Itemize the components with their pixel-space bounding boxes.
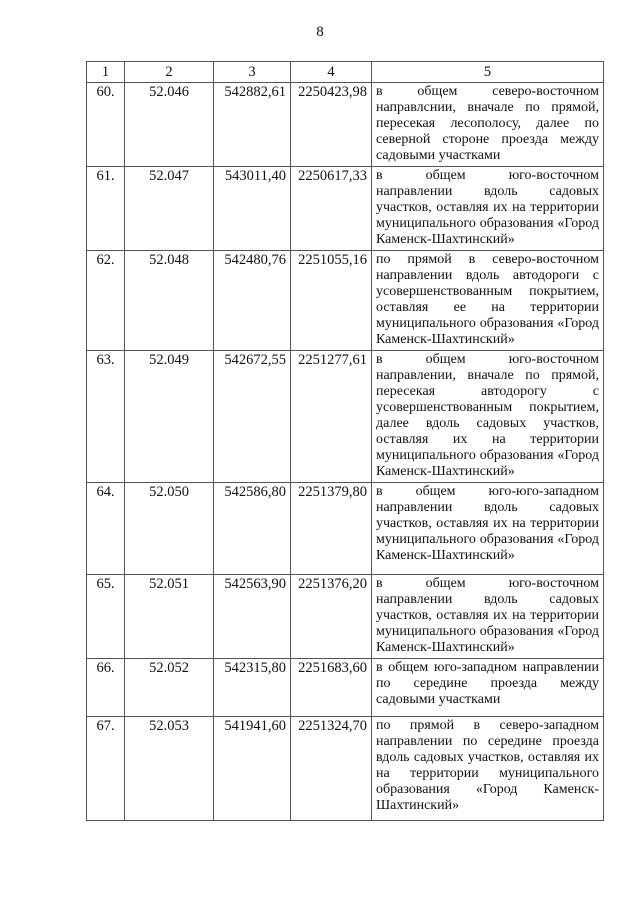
table-row	[87, 351, 604, 483]
row-number: 67.	[87, 717, 125, 821]
coordinate-x: 543011,40	[214, 167, 291, 251]
table-row	[87, 575, 604, 659]
boundary-description: в общем юго-западном направлении по середине проезда между садовыми участками	[372, 659, 604, 717]
column-header-x: 3	[214, 62, 291, 83]
row-number: 65.	[87, 575, 125, 659]
column-header-description: 5	[372, 62, 604, 83]
column-header-y: 4	[291, 62, 372, 83]
coordinate-y: 2251324,70	[291, 717, 372, 821]
coordinate-y: 2251277,61	[291, 351, 372, 483]
table-row	[87, 167, 604, 251]
coordinate-y: 2250617,33	[291, 167, 372, 251]
point-id: 52.053	[125, 717, 214, 821]
boundary-description: в общем юго-восточном направлении, вначале по прямой, пересекая автодорогу с усовершенствованным покрытием, далее вдоль садовых участков, оставляя их на территории муниципального образования «Город Каменск-Шахтинский»	[372, 351, 604, 483]
boundary-description: в общем северо-восточном направлснии, вначале по прямой, пересекая лесополосу, далее по северной стороне проезда между садовыми участками	[372, 83, 604, 167]
table-row	[87, 659, 604, 717]
table-row	[87, 83, 604, 167]
page-number: 8	[316, 24, 324, 40]
row-number: 63.	[87, 351, 125, 483]
boundary-description: по прямой в северо-восточном направлении вдоль автодороги с усовершенствованным покрытием, оставляя ее на территории муниципального образования «Город Каменск-Шахтинский»	[372, 251, 604, 351]
boundary-description: в общем юго-юго-западном направлении вдоль садовых участков, оставляя их на территории муниципального образования «Город Каменск-Шахтинский»	[372, 483, 604, 575]
boundary-description: в общем юго-восточном направлении вдоль садовых участков, оставляя их на территории муниципального образования «Город Каменск-Шахтинский»	[372, 575, 604, 659]
row-number: 61.	[87, 167, 125, 251]
boundary-description: по прямой в северо-западном направлении по середине проезда вдоль садовых участков, оставляя их на территории муниципального образования «Город Каменск-Шахтинский»	[372, 717, 604, 821]
point-id: 52.046	[125, 83, 214, 167]
boundary-description-table	[86, 61, 604, 821]
point-id: 52.051	[125, 575, 214, 659]
coordinate-y: 2251379,80	[291, 483, 372, 575]
coordinate-x: 542882,61	[214, 83, 291, 167]
point-id: 52.048	[125, 251, 214, 351]
boundary-description: в общем юго-восточном направлении вдоль садовых участков, оставляя их на территории муниципального образования «Город Каменск-Шахтинский»	[372, 167, 604, 251]
coordinate-x: 542563,90	[214, 575, 291, 659]
table-row	[87, 483, 604, 575]
coordinate-x: 541941,60	[214, 717, 291, 821]
point-id: 52.049	[125, 351, 214, 483]
coordinate-y: 2251683,60	[291, 659, 372, 717]
column-header-point: 2	[125, 62, 214, 83]
row-number: 62.	[87, 251, 125, 351]
column-header-number: 1	[87, 62, 125, 83]
coordinate-y: 2250423,98	[291, 83, 372, 167]
point-id: 52.047	[125, 167, 214, 251]
coordinate-x: 542315,80	[214, 659, 291, 717]
row-number: 64.	[87, 483, 125, 575]
coordinate-x: 542480,76	[214, 251, 291, 351]
row-number: 60.	[87, 83, 125, 167]
row-number: 66.	[87, 659, 125, 717]
table-row	[87, 717, 604, 821]
point-id: 52.050	[125, 483, 214, 575]
coordinate-y: 2251055,16	[291, 251, 372, 351]
table-row	[87, 251, 604, 351]
coordinate-x: 542586,80	[214, 483, 291, 575]
coordinate-x: 542672,55	[214, 351, 291, 483]
point-id: 52.052	[125, 659, 214, 717]
coordinate-y: 2251376,20	[291, 575, 372, 659]
table-header-row	[87, 62, 604, 83]
